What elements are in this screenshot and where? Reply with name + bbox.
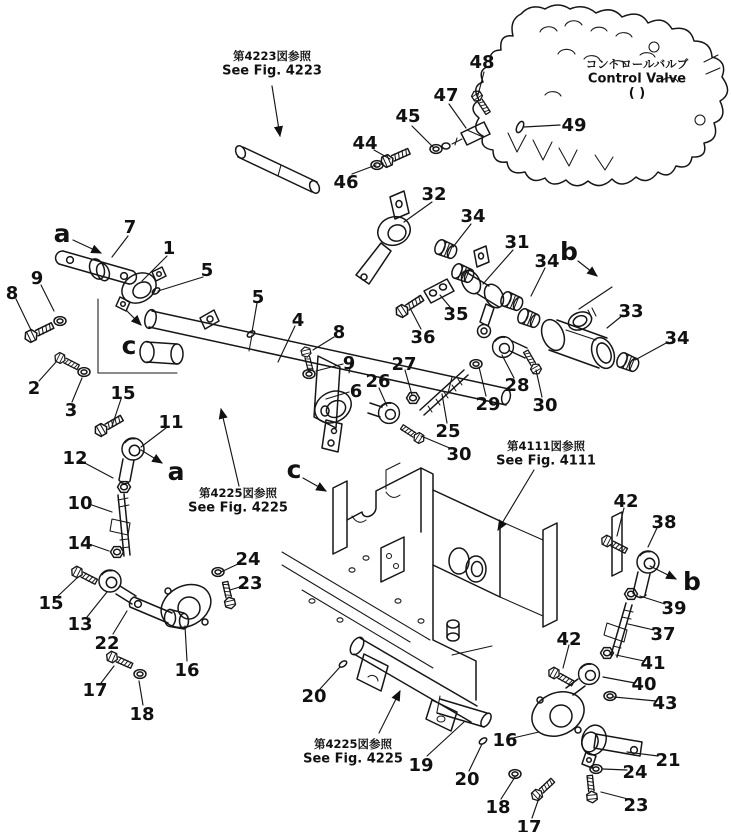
- part-label: 15: [110, 383, 136, 404]
- note-line: Control Valve: [587, 71, 687, 87]
- leader-arrow: [141, 450, 162, 463]
- ellipse-stroke: [349, 568, 355, 572]
- path-stroke: [333, 481, 347, 554]
- circle-stroke: [165, 588, 171, 594]
- part-label: 26: [365, 371, 391, 392]
- circle-stroke: [121, 302, 126, 307]
- part-label: 11: [158, 412, 184, 433]
- part-label: 17: [82, 680, 108, 701]
- path-stroke: [452, 646, 492, 655]
- part-label: 34: [534, 251, 560, 272]
- circle-stroke: [394, 564, 399, 569]
- part-label: 35: [443, 304, 469, 325]
- part-label: 41: [640, 653, 666, 674]
- leader-arrow: [578, 261, 597, 276]
- pin-20: [478, 737, 488, 746]
- part-label: 8: [5, 283, 19, 304]
- lever-32-assembly: [356, 191, 476, 284]
- ellipse-stroke: [447, 620, 459, 628]
- bolt-36: [393, 293, 425, 319]
- path-stroke: [452, 138, 462, 145]
- part-label: 30: [532, 395, 558, 416]
- part-label: 33: [618, 301, 644, 322]
- control-valve-title: [586, 57, 689, 101]
- leader-arrow: [221, 409, 239, 486]
- circle-stroke: [575, 727, 581, 733]
- part-label: 42: [613, 491, 639, 512]
- part-label: c: [121, 331, 137, 360]
- part-label: 18: [129, 704, 155, 725]
- part-label: 25: [435, 421, 461, 442]
- ellipse-stroke: [440, 284, 447, 290]
- leader-arrow: [272, 86, 280, 136]
- path-stroke: [368, 675, 378, 681]
- path-stroke: [566, 308, 596, 340]
- bolt-17: [529, 777, 556, 803]
- note-line: See Fig. 4111: [496, 453, 596, 469]
- leader-line: [524, 125, 560, 127]
- ref-fig-4111: [496, 439, 596, 469]
- nut-27: [407, 393, 420, 404]
- part-label: 9: [342, 353, 356, 374]
- circle-stroke: [550, 705, 572, 727]
- clamp-21-assembly: [509, 684, 642, 804]
- path-stroke: [354, 638, 477, 722]
- path-stroke: [322, 420, 342, 452]
- part-label: 30: [446, 444, 472, 465]
- leader-arrow: [650, 566, 676, 579]
- part-label: 44: [352, 133, 378, 154]
- leader-line: [158, 277, 203, 291]
- leader-line: [469, 744, 482, 771]
- part-label: 16: [174, 660, 200, 681]
- part-label: 32: [421, 184, 447, 205]
- part-label: 17: [516, 817, 542, 832]
- control-valve: [473, 5, 728, 186]
- bolt-2: [53, 351, 80, 371]
- leader-line: [113, 611, 127, 634]
- part-label: 5: [251, 287, 265, 308]
- ellipse-stroke: [143, 309, 158, 330]
- lock-washer: [442, 143, 450, 149]
- circle-stroke: [67, 257, 74, 264]
- part-label: 21: [655, 750, 681, 771]
- rod-end-28: [493, 337, 514, 358]
- ellipse-stroke: [337, 618, 343, 622]
- ellipse-stroke: [418, 619, 424, 623]
- ellipse-stroke: [140, 342, 154, 363]
- bolt-30: [522, 349, 543, 376]
- part-label: b: [560, 237, 578, 266]
- path-stroke: [116, 586, 136, 604]
- rod-end-38: [637, 551, 659, 573]
- path-stroke: [390, 191, 409, 219]
- washer-24: [590, 765, 602, 774]
- path-stroke: [633, 572, 650, 598]
- rod-end-40: [579, 664, 600, 685]
- circle-stroke: [328, 440, 334, 446]
- note-line: 第4223図参照: [232, 49, 312, 63]
- ellipse-stroke: [479, 712, 493, 729]
- part-label: a: [167, 457, 185, 486]
- circle-stroke: [157, 272, 162, 277]
- ellipse-stroke: [430, 290, 437, 296]
- bolt-23: [585, 775, 598, 803]
- path-stroke: [278, 165, 281, 176]
- path-stroke: [238, 147, 317, 192]
- ellipse-stroke: [396, 201, 402, 208]
- ellipse-stroke: [479, 253, 484, 259]
- part-label: 2: [27, 378, 41, 399]
- part-label: 9: [30, 268, 44, 289]
- path-stroke: [119, 459, 134, 484]
- bushing-34: [615, 351, 641, 373]
- part-label: 27: [391, 354, 417, 375]
- note-line: See Fig. 4225: [303, 751, 403, 767]
- rod-end-11: [122, 438, 144, 460]
- ellipse-stroke: [437, 716, 445, 722]
- nut-14: [111, 547, 124, 558]
- washer-29: [470, 360, 482, 369]
- part-label: 6: [349, 381, 363, 402]
- leader-line: [185, 626, 187, 661]
- note-line: コントロールバルブ: [585, 57, 689, 71]
- part-label: 15: [38, 593, 64, 614]
- part-label: 8: [332, 322, 346, 343]
- leader-line: [412, 126, 434, 148]
- path-stroke: [473, 5, 728, 186]
- circle-stroke: [121, 273, 128, 280]
- leader-arrow: [303, 478, 326, 491]
- path-stroke: [508, 133, 613, 170]
- pin-5: [246, 330, 256, 339]
- bushing-34: [433, 238, 459, 260]
- part-label: 38: [651, 512, 677, 533]
- flange-16: [154, 576, 219, 636]
- leader-line: [39, 362, 56, 381]
- part-label: 14: [67, 533, 93, 554]
- circle-stroke: [178, 597, 200, 619]
- circle-stroke: [361, 274, 367, 280]
- part-label: 34: [460, 206, 486, 227]
- part-label: 7: [123, 217, 137, 238]
- flange-16: [525, 684, 592, 745]
- leader-line: [603, 677, 635, 683]
- part-label: 4: [291, 310, 305, 331]
- washer-9: [54, 317, 66, 326]
- circle-stroke: [481, 328, 487, 334]
- part-label: 46: [333, 172, 359, 193]
- ref-fig-4223: [222, 49, 322, 79]
- ellipse-stroke: [566, 309, 595, 334]
- leader-line: [139, 681, 143, 705]
- circle-stroke: [332, 429, 337, 434]
- rod-end-26: [379, 403, 400, 424]
- leader-line: [635, 342, 668, 360]
- part-label: 19: [408, 755, 434, 776]
- path-stroke: [200, 310, 219, 329]
- ellipse-stroke: [171, 344, 183, 364]
- nut-39: [625, 589, 638, 600]
- leader-line: [453, 224, 471, 247]
- circle-stroke: [387, 554, 392, 559]
- part-label: 43: [652, 693, 678, 714]
- part-label: 49: [561, 115, 587, 136]
- ellipse-stroke: [234, 144, 248, 160]
- ellipse-stroke: [395, 599, 401, 603]
- part-label: 13: [67, 614, 93, 635]
- path-stroke: [357, 654, 388, 691]
- path-stroke: [543, 523, 557, 627]
- leader-line: [410, 308, 421, 329]
- circle-stroke: [202, 619, 208, 625]
- part-label: 18: [485, 797, 511, 818]
- part-label: 16: [492, 730, 518, 751]
- part-label: 24: [622, 762, 648, 783]
- path-stroke: [282, 552, 433, 668]
- note-line: 第4225図参照: [198, 486, 278, 500]
- note-line: 第4225図参照: [313, 737, 393, 751]
- path-stroke: [433, 490, 500, 597]
- path-stroke: [474, 246, 489, 267]
- leader-line: [442, 394, 447, 423]
- washer-3: [78, 368, 90, 377]
- washer-18: [134, 670, 146, 679]
- path-stroke: [437, 699, 487, 727]
- part-label: 24: [235, 549, 261, 570]
- leader-arrow: [73, 240, 101, 253]
- circle-stroke: [695, 115, 705, 125]
- part-label: 45: [395, 106, 421, 127]
- part-label: 23: [623, 795, 649, 816]
- leader-arrow: [379, 691, 400, 733]
- part-label: 31: [504, 232, 530, 253]
- bushing-34: [516, 307, 542, 329]
- leader-arrow: [127, 311, 141, 325]
- lever-7-clamp-1: [23, 251, 166, 376]
- part-label: b: [683, 567, 701, 596]
- part-label: 47: [433, 85, 459, 106]
- leader-line: [614, 697, 656, 701]
- frame-bracket: [282, 463, 622, 700]
- leader-line: [479, 367, 486, 396]
- leader-line: [579, 287, 612, 309]
- reference-bracket-line: [98, 299, 177, 373]
- circle-stroke: [478, 325, 491, 338]
- bolt-23: [220, 581, 236, 610]
- part-label: 22: [94, 633, 120, 654]
- lever-31-assembly: [458, 246, 542, 338]
- path-stroke: [704, 55, 720, 74]
- ellipse-stroke: [363, 556, 369, 560]
- ellipse-stroke: [309, 599, 315, 603]
- circle-stroke: [207, 316, 213, 322]
- part-label: 48: [469, 52, 495, 73]
- part-label: 10: [67, 493, 93, 514]
- path-stroke: [381, 537, 404, 582]
- circle-stroke: [587, 758, 592, 763]
- leader-line: [427, 722, 464, 756]
- plate-35: [424, 279, 454, 303]
- part-label: 28: [504, 375, 530, 396]
- washer-43: [604, 692, 616, 701]
- part-label: 40: [631, 674, 657, 695]
- part-label: 29: [475, 394, 501, 415]
- callout-layer: [6, 49, 701, 832]
- part-label: 20: [454, 769, 480, 790]
- part-label: 37: [650, 624, 676, 645]
- part-label: 34: [664, 328, 690, 349]
- part-label: 5: [200, 260, 214, 281]
- part-label: c: [286, 455, 302, 484]
- bolt-42: [599, 534, 628, 555]
- leader-line: [72, 378, 82, 402]
- part-label: 42: [556, 629, 582, 650]
- part-label: 12: [62, 448, 88, 469]
- circle-stroke: [649, 42, 659, 52]
- path-stroke: [480, 304, 494, 326]
- lower-shaft: [338, 635, 493, 745]
- leader-line: [501, 777, 515, 799]
- note-line: ( ): [628, 86, 646, 101]
- ref-fig-4225-bottom: [303, 737, 403, 767]
- part-label: 39: [661, 598, 687, 619]
- ellipse-stroke: [447, 633, 459, 641]
- leader-line: [112, 236, 128, 257]
- bolt-15: [69, 565, 98, 586]
- ref-fig-4225-mid: [188, 486, 288, 516]
- bolt-30: [399, 423, 426, 445]
- ellipse-stroke: [579, 722, 610, 757]
- fig4223-shaft: [234, 144, 322, 195]
- part-label: a: [53, 219, 71, 248]
- leader-arrow: [498, 470, 534, 530]
- rod-end-13: [99, 570, 121, 592]
- leader-line: [449, 104, 466, 128]
- note-line: 第4111図参照: [506, 439, 586, 453]
- part-label: 36: [410, 327, 436, 348]
- note-line: See Fig. 4223: [222, 63, 322, 79]
- ellipse-stroke: [308, 179, 322, 195]
- bolt-44: [379, 146, 411, 169]
- part-label: 23: [237, 573, 263, 594]
- circle-stroke: [135, 601, 142, 608]
- path-stroke: [368, 403, 382, 417]
- path-stroke: [500, 521, 543, 616]
- path-stroke: [467, 130, 483, 137]
- note-line: See Fig. 4225: [188, 500, 288, 516]
- leader-line: [531, 268, 545, 296]
- bolt-15: [93, 413, 125, 438]
- ellipse-stroke: [472, 562, 483, 577]
- part-label: 1: [162, 238, 176, 259]
- path-stroke: [466, 272, 499, 307]
- part-label: 3: [64, 400, 78, 421]
- part-label: 20: [301, 686, 327, 707]
